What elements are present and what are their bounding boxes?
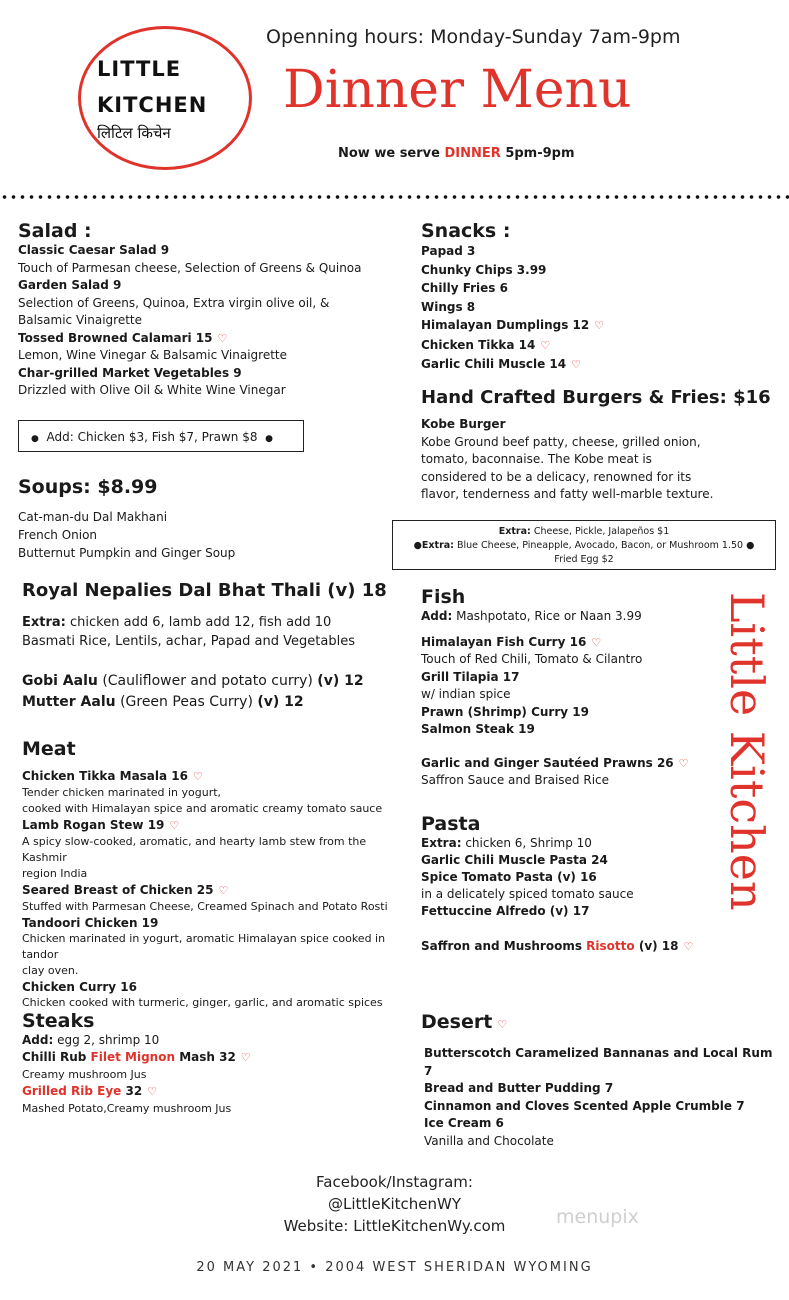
- menu-item-name: Garlic and Ginger Sautéed Prawns 26: [421, 755, 674, 770]
- snacks-section: [421, 220, 721, 375]
- bullet-icon: ●: [265, 434, 273, 444]
- menu-item-name: Grill Tilapia 17: [421, 669, 520, 684]
- meat-title: Meat: [22, 738, 76, 760]
- pasta-section: [421, 813, 721, 955]
- menu-item-desc: region India: [22, 867, 88, 880]
- salad-title: Salad :: [18, 220, 92, 242]
- menu-item-desc: Saffron Sauce and Braised Rice: [421, 773, 610, 787]
- heart-icon: ♡: [594, 319, 605, 332]
- serve-highlight: DINNER: [444, 146, 501, 161]
- pasta-price: (v) 18: [638, 939, 679, 953]
- meat-section: [22, 738, 402, 1011]
- soups-title: Soups: $8.99: [18, 476, 158, 498]
- footer-social-label: Facebook/Instagram:: [316, 1173, 473, 1191]
- fish-section: [421, 586, 721, 790]
- gobi-desc: (Cauliflower and potato curry): [102, 673, 313, 689]
- dotted-divider: [0, 194, 789, 200]
- desert-item: Ice Cream 6: [424, 1116, 504, 1130]
- pasta-item: Garlic Chili Muscle Pasta 24: [421, 853, 608, 867]
- snack-item: Himalayan Dumplings 12: [421, 318, 590, 332]
- steak-desc: Creamy mushroom Jus: [22, 1068, 147, 1081]
- menu-item-desc: clay oven.: [22, 964, 79, 977]
- heart-icon: ♡: [497, 1018, 508, 1031]
- burger-desc: considered to be a delicacy, renowned for its: [421, 469, 692, 484]
- heart-icon: ♡: [683, 940, 694, 953]
- menu-item-name: Tossed Browned Calamari 15: [18, 330, 213, 345]
- soup-item: Butternut Pumpkin and Ginger Soup: [18, 546, 236, 560]
- steak-price: 32: [121, 1084, 143, 1098]
- snack-item: Chunky Chips 3.99: [421, 262, 547, 277]
- pasta-item: Fettuccine Alfredo (v) 17: [421, 904, 590, 918]
- opening-hours: Openning hours: Monday-Sunday 7am-9pm: [266, 26, 681, 48]
- page-title: Dinner Menu: [283, 60, 632, 120]
- thali-title: Royal Nepalies Dal Bhat Thali (v) 18: [22, 580, 387, 601]
- gobi-name: Gobi Aalu: [22, 673, 98, 689]
- menu-item-name: Lamb Rogan Stew 19: [22, 818, 165, 832]
- steaks-add: egg 2, shrimp 10: [57, 1033, 160, 1047]
- burgers-title: Hand Crafted Burgers & Fries: $16: [421, 387, 771, 408]
- desert-item: Bread and Butter Pudding 7: [424, 1081, 614, 1095]
- mutter-price: (v) 12: [257, 694, 304, 710]
- menu-item-name: Classic Caesar Salad 9: [18, 243, 170, 257]
- heart-icon: ♡: [540, 338, 551, 352]
- snack-item: Chicken Tikka 14: [421, 337, 536, 352]
- steaks-title: Steaks: [22, 1010, 95, 1032]
- extra-text: Blue Cheese, Pineapple, Avocado, Bacon, or Mushroom 1.50: [457, 540, 744, 551]
- heart-icon: ♡: [240, 1051, 251, 1064]
- desert-section: [421, 1011, 781, 1150]
- logo-line2: KITCHEN: [97, 93, 208, 117]
- soup-item: French Onion: [18, 528, 98, 542]
- soup-item: Cat-man-du Dal Makhani: [18, 510, 168, 524]
- watermark: menupix: [556, 1206, 639, 1228]
- pasta-extra: chicken 6, Shrimp 10: [465, 836, 592, 850]
- menu-item-name: Garden Salad 9: [18, 278, 122, 292]
- menu-item-name: Salmon Steak 19: [421, 722, 535, 736]
- logo-line3: लिटिल किचेन: [97, 124, 171, 142]
- extra-text: Fried Egg $2: [554, 554, 614, 565]
- logo-line1: LITTLE: [97, 57, 182, 81]
- pasta-desc: in a delicately spiced tomato sauce: [421, 887, 634, 901]
- burger-desc: flavor, tenderness and fatty well-marble texture.: [421, 487, 714, 501]
- heart-icon: ♡: [591, 635, 602, 649]
- salad-add: Add: Chicken $3, Fish $7, Prawn $8: [46, 430, 258, 444]
- steaks-section: [22, 1010, 402, 1117]
- footer-handle[interactable]: @LittleKitchenWY: [327, 1195, 462, 1213]
- mutter-name: Mutter Aalu: [22, 694, 116, 710]
- menu-item-desc: A spicy slow-cooked, aromatic, and hearty lamb stew from the Kashmir: [22, 835, 367, 864]
- serve-prefix: Now we serve: [338, 146, 440, 161]
- footer-date-address: 20 MAY 2021 • 2004 WEST SHERIDAN WYOMING: [196, 1260, 593, 1275]
- gobi-price: (v) 12: [317, 673, 364, 689]
- burger-name: Kobe Burger: [421, 417, 506, 431]
- heart-icon: ♡: [193, 770, 203, 783]
- pasta-title: Pasta: [421, 813, 481, 835]
- steak-name-highlight: Grilled Rib Eye: [22, 1084, 122, 1098]
- menu-item-desc: Touch of Red Chili, Tomato & Cilantro: [421, 652, 643, 666]
- steak-price: Mash 32: [179, 1050, 236, 1064]
- desert-title: Desert: [421, 1011, 493, 1033]
- pasta-item: Saffron and Mushrooms: [421, 939, 582, 953]
- steaks-add-label: Add:: [22, 1033, 54, 1047]
- vertical-brand: Little Kitchen: [720, 592, 774, 911]
- footer-website[interactable]: Website: LittleKitchenWy.com: [283, 1217, 506, 1235]
- snacks-title: Snacks :: [421, 220, 511, 242]
- desert-item: Cinnamon and Cloves Scented Apple Crumble 7: [424, 1098, 745, 1113]
- menu-item-desc: Tender chicken marinated in yogurt,: [22, 786, 222, 799]
- serve-suffix: 5pm-9pm: [505, 146, 575, 161]
- pasta-item-highlight: Risotto: [586, 939, 635, 953]
- heart-icon: ♡: [217, 331, 228, 345]
- thali-section: [22, 580, 402, 713]
- menu-item-name: Char-grilled Market Vegetables 9: [18, 365, 242, 380]
- menu-item-desc: w/ indian spice: [421, 687, 511, 701]
- fish-add: Mashpotato, Rice or Naan 3.99: [456, 609, 642, 623]
- steak-desc: Mashed Potato,Creamy mushroom Jus: [22, 1102, 232, 1115]
- burger-desc: Kobe Ground beef patty, cheese, grilled onion,: [421, 434, 701, 449]
- menu-item-desc: Stuffed with Parmesan Cheese, Creamed Spinach and Potato Rosti: [22, 900, 388, 913]
- burger-desc: tomato, baconnaise. The Kobe meat is: [421, 452, 652, 466]
- menu-item-name: Seared Breast of Chicken 25: [22, 883, 214, 897]
- extra-label: Extra:: [421, 540, 454, 551]
- desert-desc: Vanilla and Chocolate: [424, 1133, 554, 1148]
- steak-name-highlight: Filet Mignon: [90, 1050, 175, 1064]
- snack-item: Papad 3: [421, 244, 476, 258]
- fish-title: Fish: [421, 586, 466, 608]
- logo: [78, 26, 252, 170]
- menu-item-name: Prawn (Shrimp) Curry 19: [421, 704, 589, 719]
- menu-item-name: Tandoori Chicken 19: [22, 916, 159, 930]
- salad-add-box: [18, 420, 304, 452]
- menu-item-name: Chicken Tikka Masala 16: [22, 769, 188, 783]
- menu-item-desc: cooked with Himalayan spice and aromatic creamy tomato sauce: [22, 802, 383, 815]
- menu-item-name: Chicken Curry 16: [22, 980, 137, 994]
- burger-extras-box: [392, 520, 776, 570]
- serve-note: [338, 146, 575, 161]
- menu-item-desc: Selection of Greens, Quinoa, Extra virgin olive oil, &: [18, 295, 330, 310]
- heart-icon: ♡: [169, 819, 180, 832]
- pasta-extra-label: Extra:: [421, 836, 462, 850]
- heart-icon: ♡: [678, 756, 689, 770]
- menu-item-desc: Lemon, Wine Vinegar & Balsamic Vinaigrette: [18, 348, 288, 362]
- menu-item-desc: Balsamic Vinaigrette: [18, 313, 142, 327]
- bullet-icon: ●: [31, 434, 39, 444]
- bullet-icon: ●: [746, 540, 755, 551]
- heart-icon: ♡: [147, 1085, 158, 1098]
- menu-item-name: Himalayan Fish Curry 16: [421, 634, 587, 649]
- salad-section: [18, 220, 398, 400]
- soups-section: [18, 476, 398, 562]
- snack-item: Garlic Chili Muscle 14: [421, 357, 567, 371]
- extra-label: Extra:: [498, 526, 531, 537]
- snack-item: Wings 8: [421, 299, 476, 314]
- fish-add-label: Add:: [421, 609, 453, 623]
- thali-extra-label: Extra:: [22, 615, 66, 630]
- menu-item-desc: Touch of Parmesan cheese, Selection of Greens & Quinoa: [18, 260, 362, 275]
- pasta-item: Spice Tomato Pasta (v) 16: [421, 870, 597, 884]
- snack-item: Chilly Fries 6: [421, 281, 508, 295]
- menu-item-desc: Chicken cooked with turmeric, ginger, garlic, and aromatic spices: [22, 996, 383, 1009]
- desert-item: Butterscotch Caramelized Bannanas and Local Rum 7: [424, 1046, 773, 1078]
- mutter-desc: (Green Peas Curry): [120, 694, 253, 710]
- heart-icon: ♡: [218, 884, 229, 897]
- bullet-icon: ●: [413, 540, 422, 551]
- thali-desc: Basmati Rice, Lentils, achar, Papad and Vegetables: [22, 634, 355, 649]
- extra-text: Cheese, Pickle, Jalapeños $1: [533, 526, 670, 537]
- steak-name: Chilli Rub: [22, 1050, 87, 1064]
- burgers-section: [421, 387, 781, 504]
- thali-extra: chicken add 6, lamb add 12, fish add 10: [70, 615, 332, 630]
- menu-item-desc: Chicken marinated in yogurt, aromatic Himalayan spice cooked in tandor: [22, 932, 386, 961]
- menu-item-desc: Drizzled with Olive Oil & White Wine Vinegar: [18, 383, 286, 397]
- heart-icon: ♡: [571, 358, 581, 371]
